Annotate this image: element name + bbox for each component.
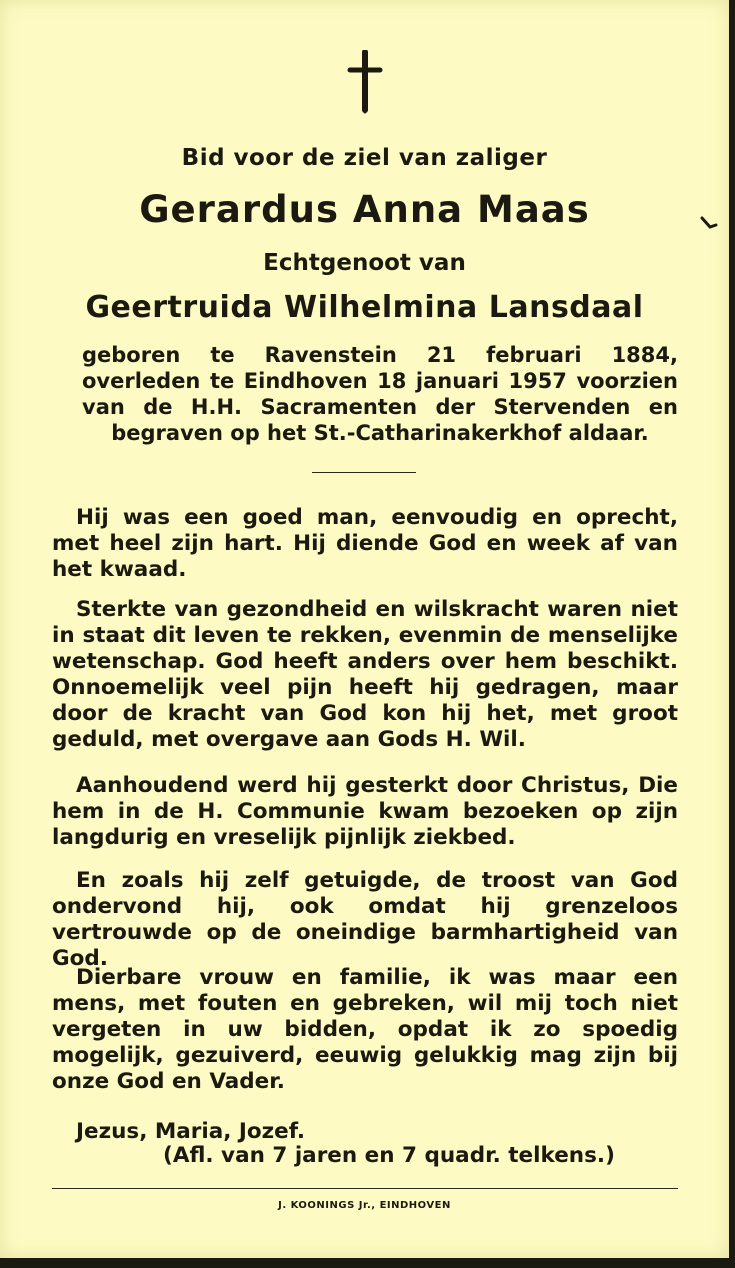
closing-invocation: Jezus, Maria, Jozef. — [76, 1119, 306, 1144]
cross-icon — [0, 50, 729, 120]
indulgence-note: (Afl. van 7 jaren en 7 quadr. telkens.) — [163, 1143, 615, 1168]
prayer-heading: Bid voor de ziel van zaliger — [181, 145, 548, 171]
spouse-name: Geertruida Wilhelmina Lansdaal — [85, 290, 644, 325]
divider-long — [52, 1188, 678, 1189]
divider-short — [312, 472, 416, 473]
paragraph: Sterkte van gezondheid en wilskracht waren niet in staat dit leven te rekken, evenmin de menselijke wetenschap. God heeft anders over hem beschikt. Onnoemelijk veel pijn heeft hij gedragen, maar door de kracht van God kon hij het, met groot geduld, met overgave aan Gods H. Wil. — [52, 597, 678, 752]
paragraph: Hij was een goed man, eenvoudig en oprecht, met heel zijn hart. Hij diende God en week af van het kwaad. — [52, 505, 678, 582]
paragraph: Aanhoudend werd hij gesterkt door Christus, Die hem in de H. Communie kwam bezoeken op zijn langdurig en vreselijk pijnlijk ziekbed. — [52, 773, 678, 850]
ink-mark-icon — [700, 215, 720, 235]
paragraph: Dierbare vrouw en familie, ik was maar een mens, met fouten en gebreken, wil mij toch niet vergeten in uw bidden, opdat ik zo spoedig mogelijk, gezuiverd, eeuwig gelukkig mag zijn bij onze God en Vader. — [52, 965, 678, 1094]
spouse-label: Echtgenoot van — [263, 250, 466, 276]
deceased-name: Gerardus Anna Maas — [139, 188, 590, 231]
printer-credit: J. KOONINGS Jr., EINDHOVEN — [278, 1200, 451, 1211]
paragraph: En zoals hij zelf getuigde, de troost van God ondervond hij, ook omdat hij grenzeloos vertrouwde op de oneindige barmhartigheid van God. — [52, 868, 678, 971]
biography-text: geboren te Ravenstein 21 februari 1884, overleden te Eindhoven 18 januari 1957 voorzien van de H.H. Sacramenten der Stervenden en begraven op het St.-Catharinakerkhof aldaar. — [82, 343, 678, 445]
